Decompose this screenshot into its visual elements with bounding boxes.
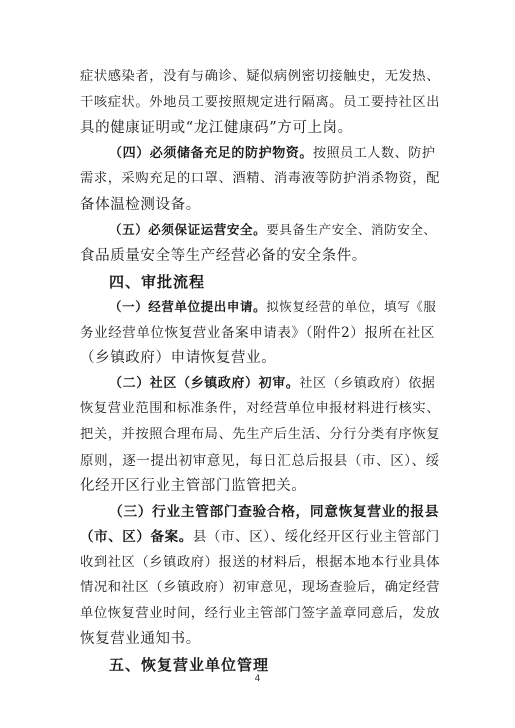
paragraph-text: 县（市、区）、绥化经开区行业主管部门	[192, 529, 440, 546]
text-line: （乡镇政府）申请恢复营业。	[80, 350, 277, 367]
text-line: 务业经营单位恢复营业备案申请表》（附件2）报所在社区	[80, 324, 435, 341]
text-line: 具的健康证明或“龙江健康码”方可上岗。	[80, 120, 353, 137]
text-line: 干咳症状。外地员工要按照规定进行隔离。员工要持社区出	[80, 94, 441, 110]
text-line: 备体温检测设备。	[80, 196, 201, 213]
text-line	[109, 502, 440, 522]
text-line	[109, 144, 440, 164]
text-line: 情况和社区（乡镇政府）初审意见，现场查验后，确定经营	[80, 580, 441, 596]
paragraph-text: 拟恢复经营的单位，填写《服	[266, 299, 437, 315]
text-line: 需求，采购充足的口罩、酒精、消毒液等防护消杀物资，配	[80, 171, 441, 187]
paragraph-text: 要具备生产安全、消防安全、	[266, 222, 437, 238]
text-line: 原则，逐一提出初审意见，每日汇总后报县（市、区）、绥	[80, 452, 440, 469]
paragraph-lead: （四）必须储备充足的防护物资。	[109, 145, 314, 161]
text-line: 食品质量安全等生产经营必备的安全条件。	[80, 248, 367, 264]
text-line	[109, 297, 440, 317]
page-number: 4	[254, 674, 261, 684]
text-line: 恢复营业通知书。	[80, 631, 201, 648]
section-heading: 四、审批流程	[109, 272, 206, 291]
paragraph-lead: （五）必须保证运营安全。	[109, 222, 267, 238]
paragraph-lead: （一）经营单位提出申请。	[109, 299, 267, 315]
text-line: 单位恢复营业时间，经行业主管部门签字盖章同意后，发放	[80, 605, 441, 621]
section-heading: 五、恢复营业单位管理	[109, 656, 270, 674]
text-line	[109, 374, 440, 394]
text-line	[109, 220, 440, 240]
text-line: 把关，并按照合理布局、先生产后生活、分行分类有序恢复	[80, 426, 441, 442]
paragraph-lead: （三）行业主管部门查验合格，同意恢复营业的报县	[109, 503, 440, 520]
text-line: 症状感染者，没有与确诊、疑似病例密切接触史，无发热、	[80, 69, 441, 84]
paragraph-lead: （二）社区（乡镇政府）初审。	[109, 375, 300, 391]
text-line: 收到社区（乡镇政府）报送的材料后，根据本地本行业具体	[80, 554, 441, 570]
paragraph-text: 社区（乡镇政府）依据	[299, 375, 436, 391]
paragraph-lead: （市、区）备案。	[80, 529, 193, 546]
text-line: 恢复营业范围和标准条件，对经营单位申报材料进行核实、	[80, 401, 441, 417]
paragraph-text: 按照员工人数、防护	[313, 145, 436, 161]
text-line: 化经开区行业主管部门监管把关。	[80, 478, 307, 494]
text-line	[80, 527, 440, 547]
